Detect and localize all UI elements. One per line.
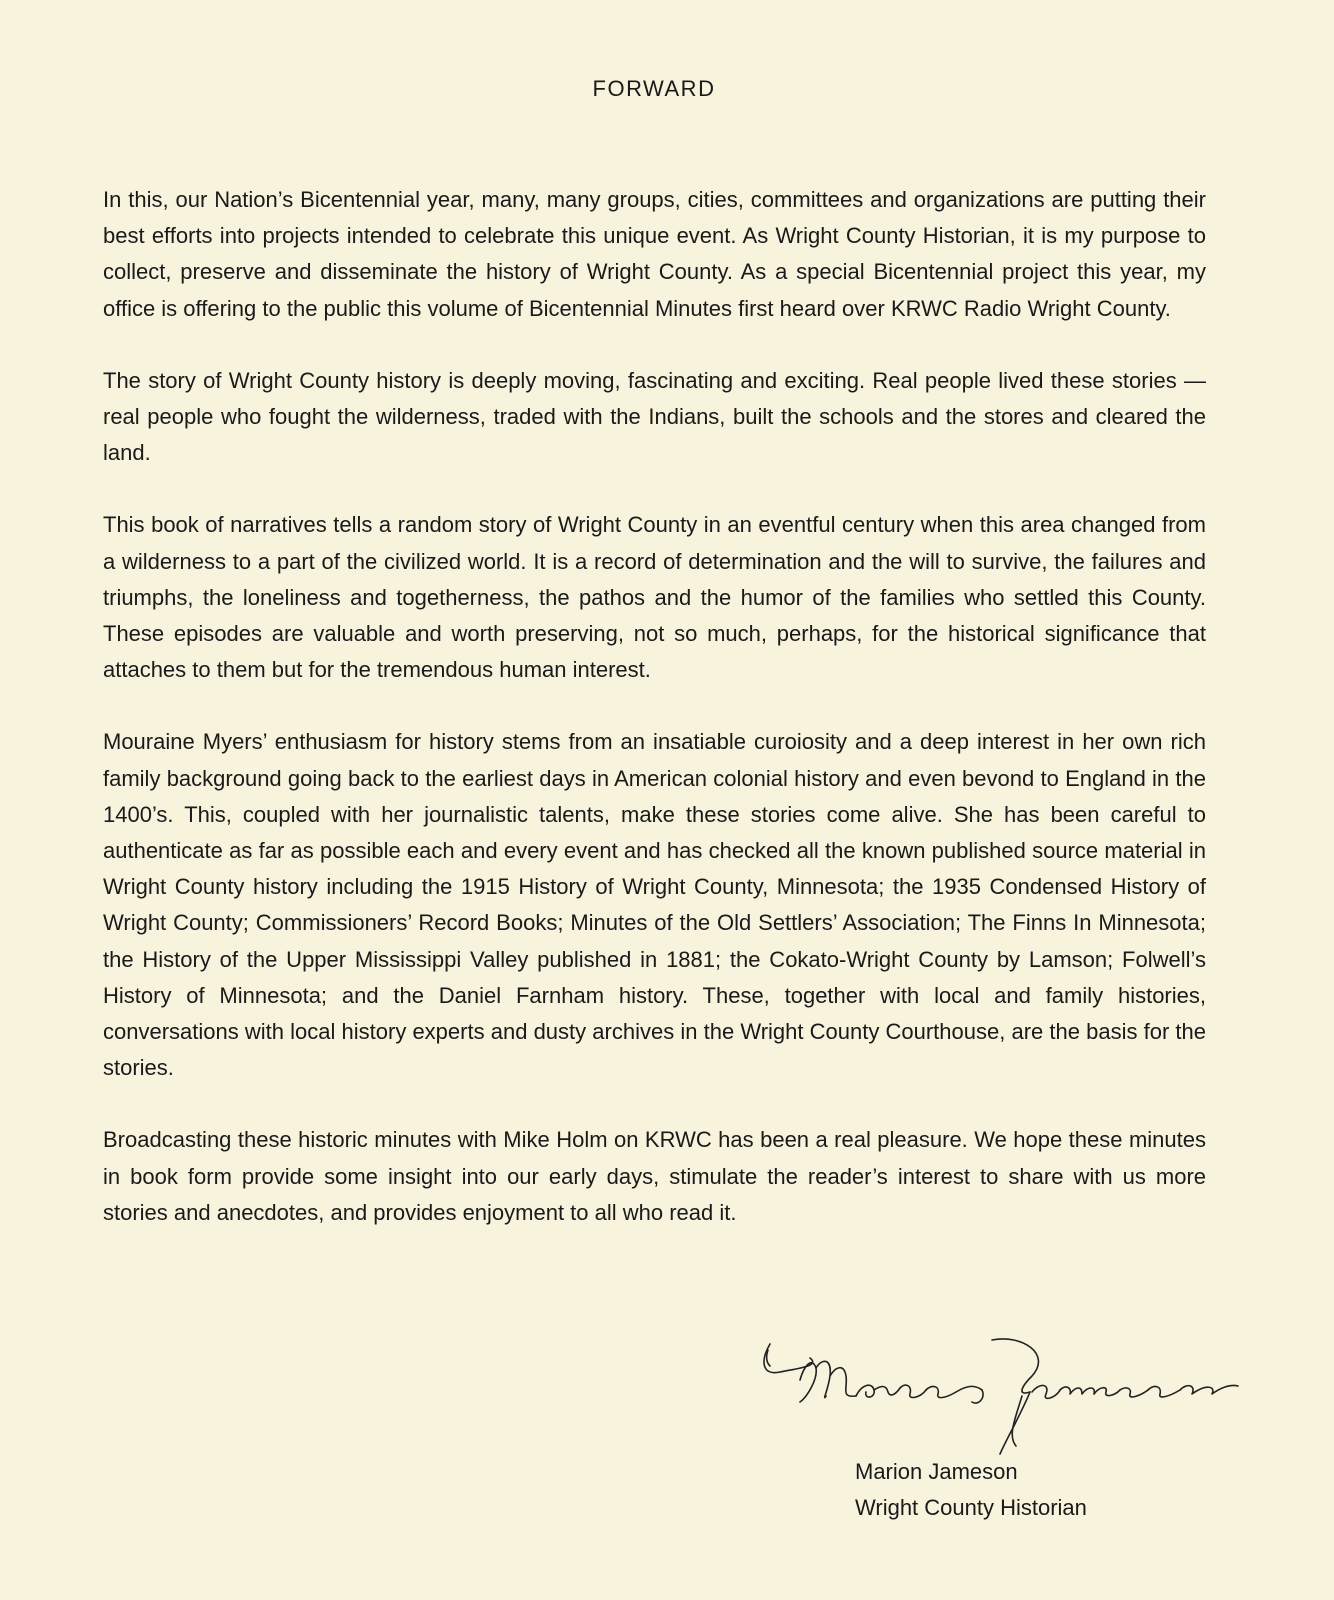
body-text — [103, 182, 1206, 1267]
paragraph-3: This book of narratives tells a random story of Wright County in an eventful century when this area changed from a wilderness to a part of the civilized world. It is a record of determination and the will to survive, the failures and triumphs, the loneliness and togetherness, the pathos and the humor of the families who settled this County. These episodes are valuable and worth preserving, not so much, perhaps, for the historical significance that attaches to them but for the tremendous human interest. — [103, 512, 1206, 683]
page-title: FORWARD — [592, 76, 716, 101]
paragraph-1: In this, our Nation’s Bicentennial year, many, many groups, cities, committees and organizations are putting their best efforts into projects intended to celebrate this unique event. As Wright County Historian, it is my purpose to collect, preserve and disseminate the history of Wright County. As a special Bicentennial project this year, my office is offering to the public this volume of Bicentennial Minutes first heard over KRWC Radio Wright County. — [103, 187, 1206, 321]
handwritten-signature — [760, 1336, 1260, 1456]
paragraph-4: Mouraine Myers’ enthusiasm for history stems from an insatiable curoiosity and a deep interest in her own rich family background going back to the earliest days in American colonial history and even bevond to England in the 1400’s. This, coupled with her journalistic talents, make these stories come alive. She has been careful to authenticate as far as possible each and every event and has checked all the known published source material in Wright County history including the 1915 History of Wright County, Minnesota; the 1935 Condensed History of Wright County; Commissioners’ Record Books; Minutes of the Old Settlers’ Association; The Finns In Minnesota; the History of the Upper Mississippi Valley published in 1881; the Cokato-Wright County by Lamson; Folwell’s History of Minnesota; and the Daniel Farnham history. These, together with local and family histories, conversations with local history experts and dusty archives in the Wright County Courthouse, are the basis for the stories. — [103, 729, 1206, 1081]
paragraph-2: The story of Wright County history is deeply moving, fascinating and exciting. Real people lived these stories — real people who fought the wilderness, traded with the Indians, built the schools and the stores and cleared the land. — [103, 367, 1206, 466]
paragraph-5: Broadcasting these historic minutes with Mike Holm on KRWC has been a real pleasure. We hope these minutes in book form provide some insight into our early days, stimulate the reader’s interest to share with us more stories and anecdotes, and provides enjoyment to all who read it. — [103, 1127, 1206, 1225]
signer-name: Marion Jameson — [855, 1459, 1018, 1484]
signature-block — [855, 1454, 1087, 1526]
signer-title: Wright County Historian — [855, 1495, 1087, 1520]
